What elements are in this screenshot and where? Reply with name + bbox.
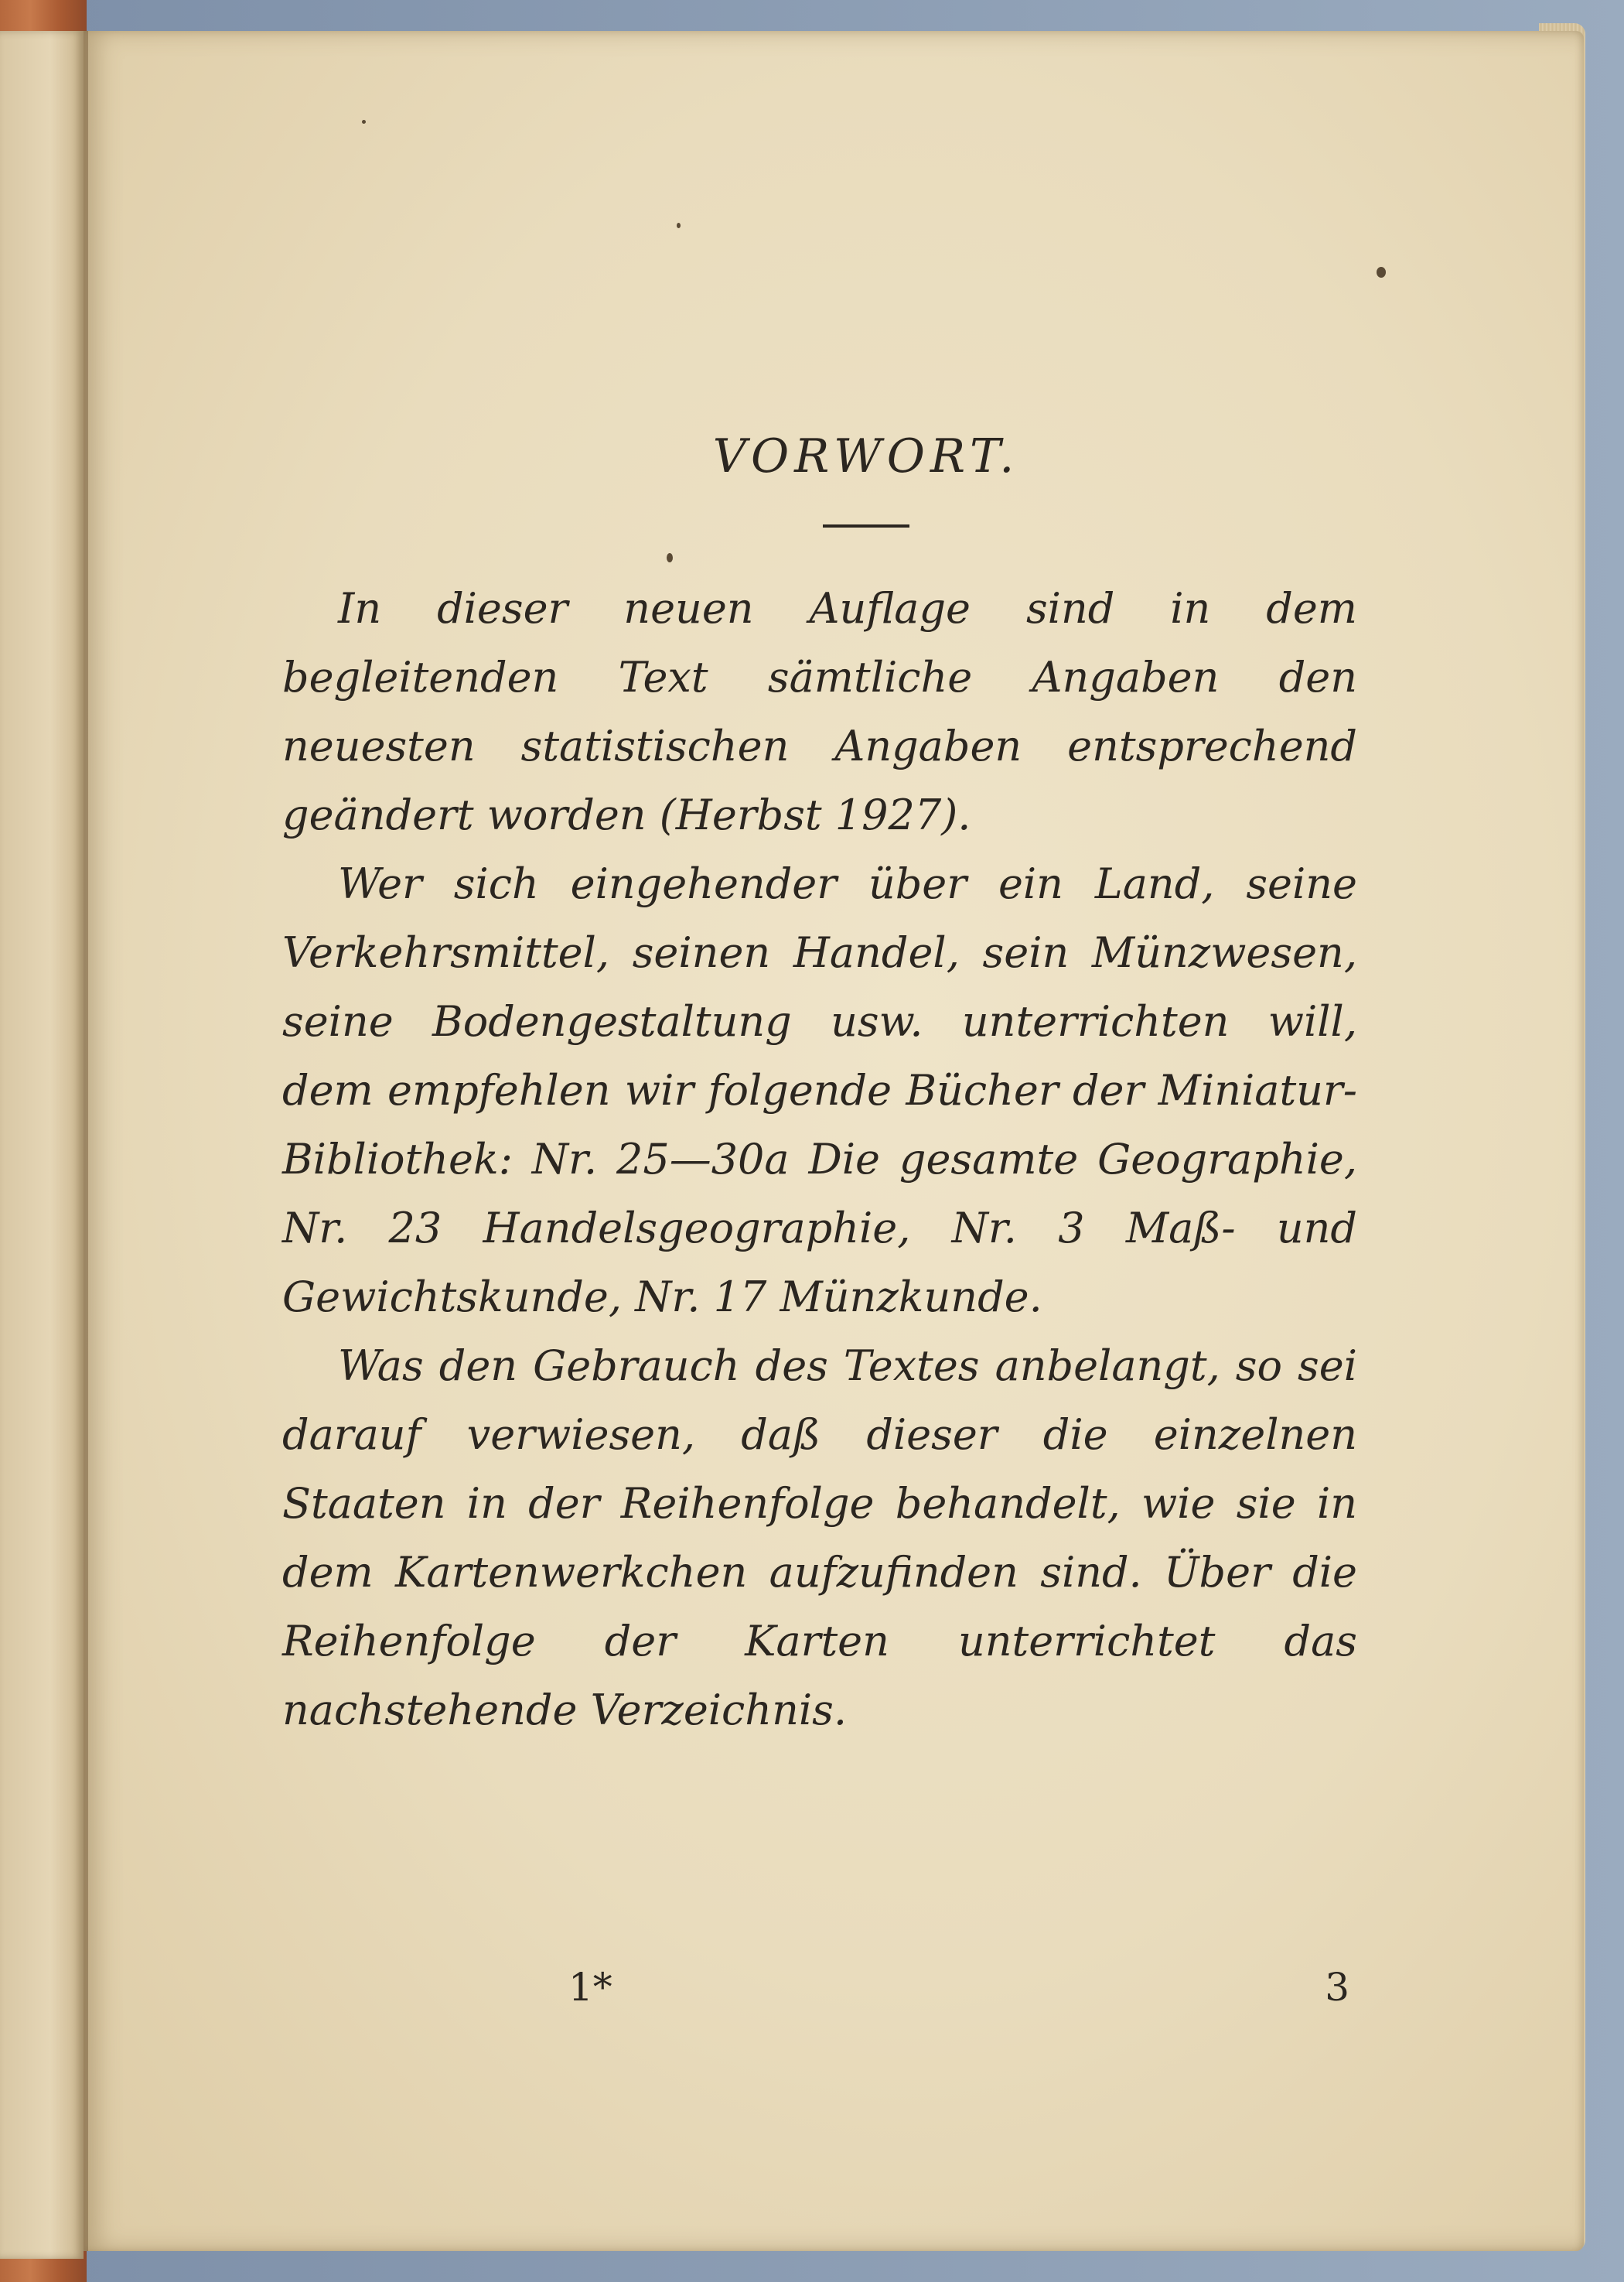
page-title: VORWORT. [712, 429, 1020, 483]
left-page-edge [0, 31, 84, 2259]
paragraph: Wer sich eingehender über ein Land, seine Verkehrsmittel, seinen Handel, sein Münzwesen, seine Bodengestaltung usw. unterrichten will, dem empfehlen wir folgende Bücher der Miniatur-Bibliothek: Nr. 25—30a Die gesamte Geographie, Nr. 23 Handelsgeographie, Nr. 3 Maß- und Gewichtskunde, Nr. 17 Münzkunde. [282, 859, 1357, 1321]
page-number: 3 [1325, 1965, 1349, 2010]
heading-divider [823, 524, 909, 528]
gutter-shadow [84, 31, 88, 2251]
preface-text [282, 429, 1357, 1744]
paragraph: Was den Gebrauch des Textes anbelangt, so sei darauf verwiesen, daß dieser die einzelnen Staaten in der Reihenfolge behandelt, wie sie in dem Kartenwerkchen aufzufinden sind. Über die Reihenfolge der Karten unterrichtet das nachstehende Verzeichnis. [282, 1341, 1357, 1734]
page-footer [282, 1965, 1357, 2019]
paper-speck [677, 223, 681, 228]
paragraph: In dieser neuen Auflage sind in dem begleitenden Text sämtliche Angaben den neuesten statistischen Angaben entsprechend geändert worden (Herbst 1927). [282, 584, 1357, 839]
signature-mark: 1* [568, 1965, 612, 2010]
paper-speck [362, 120, 366, 124]
paper-speck [1377, 267, 1386, 278]
